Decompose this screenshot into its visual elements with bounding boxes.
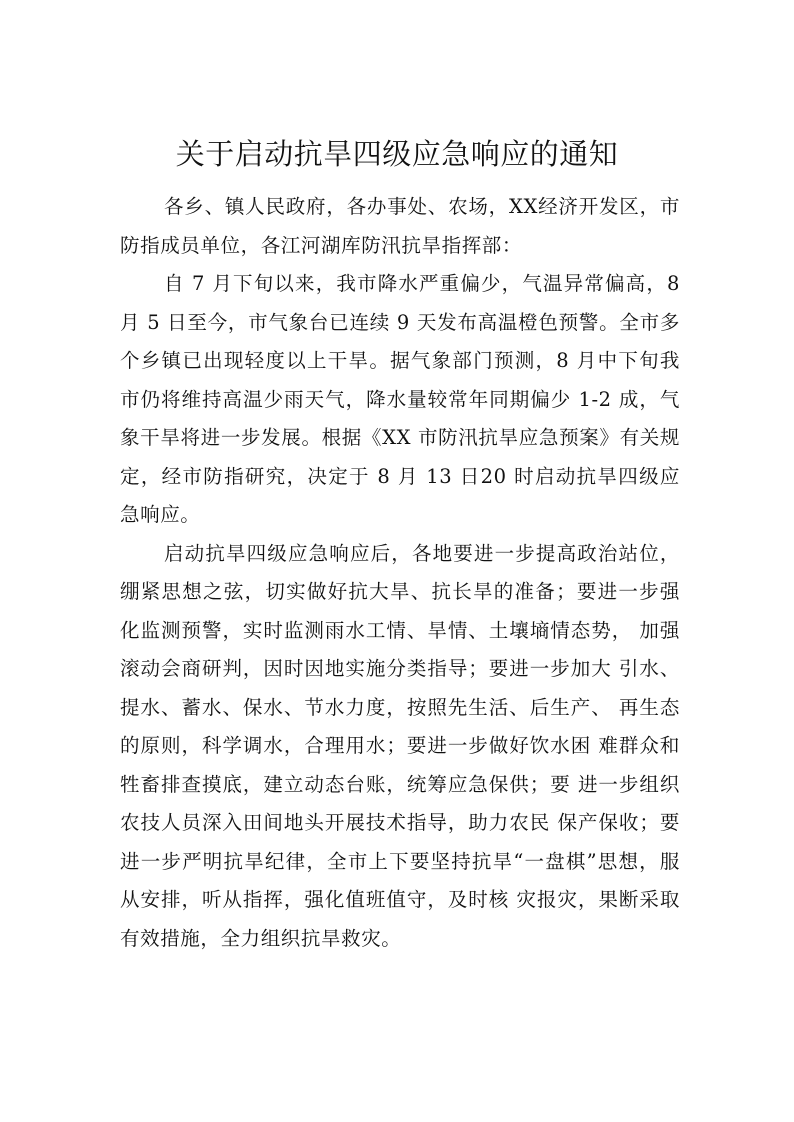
- paragraph-1: 自 7 月下旬以来，我市降水严重偏少，气温异常偏高，8 月 5 日至今，市气象台已连续 9 天发布高温橙色预警。全市多个乡镇已出现轻度以上干旱。据气象部门预测，8 月中下旬我市仍将维持高温少雨天气，降水量较常年同期偏少 1-2 成，气象干旱将进一步发展。根据《XX 市防汛抗旱应急预案》有关规定，经市防指研究，决定于 8 月 13 日20 时启动抗旱四级应急响应。: [120, 272, 680, 526]
- document-title: 关于启动抗旱四级应急响应的通知: [175, 137, 619, 171]
- paragraph-2: 启动抗旱四级应急响应后，各地要进一步提高政治站位，绷紧思想之弦，切实做好抗大旱、抗长旱的准备；要进一步强化监测预警，实时监测雨水工情、旱情、土壤墒情态势， 加强滚动会商研判，因时因地实施分类指导；要进一步加大 引水、提水、蓄水、保水、节水力度，按照先生活、后生产、 再生态的原则，科学调水，合理用水；要进一步做好饮水困 难群众和牲畜排查摸底，建立动态台账，统筹应急保供；要 进一步组织农技人员深入田间地头开展技术指导，助力农民 保产保收；要进一步严明抗旱纪律，全市上下要坚持抗旱“一盘棋”思想，服从安排，听从指挥，强化值班值守，及时核 灾报灾，果断采取有效措施，全力组织抗旱救灾。: [120, 541, 680, 950]
- salutation: 各乡、镇人民政府，各办事处、农场，XX经济开发区，市防指成员单位，各江河湖库防汛抗旱指挥部：: [120, 195, 680, 257]
- document-body: [120, 188, 680, 958]
